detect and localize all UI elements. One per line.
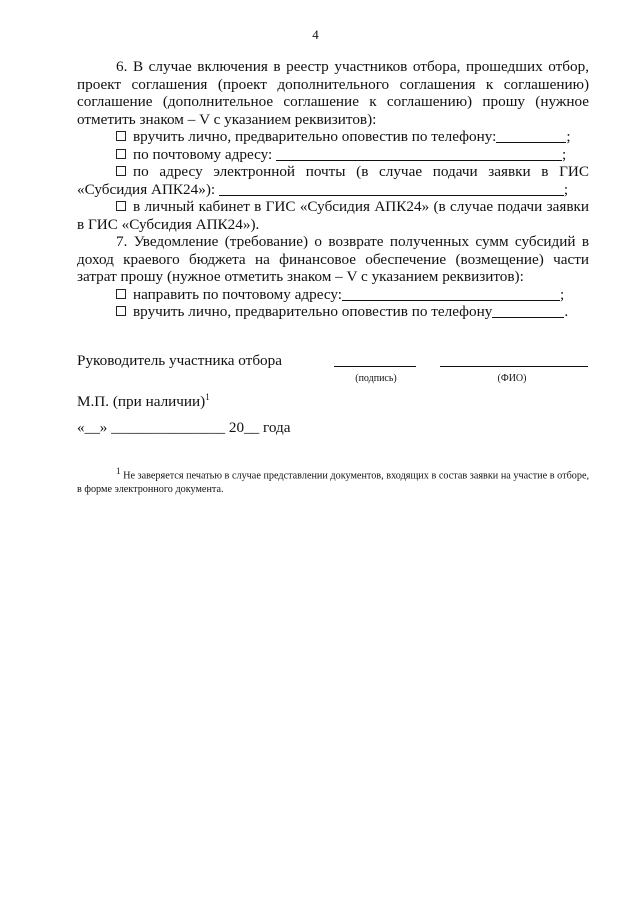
page-number: 4 — [312, 27, 319, 42]
fill-line[interactable] — [276, 147, 562, 161]
option-label: в личный кабинет в ГИС «Субсидия АПК24» (в случае подачи заявки в ГИС «Субсидия АПК24»). — [77, 198, 589, 233]
date-line — [77, 419, 291, 437]
option-label: направить по почтовому адресу: — [133, 285, 343, 303]
item7-option-personal — [77, 303, 589, 321]
option-label: вручить лично, предварительно оповестив по телефону — [133, 303, 493, 320]
item6-option-personal — [77, 128, 589, 146]
punctuation: ; — [563, 180, 569, 198]
footnote — [77, 464, 589, 497]
checkbox[interactable] — [116, 149, 126, 159]
fill-line[interactable] — [492, 304, 564, 318]
footnote-marker: 1 — [116, 466, 121, 476]
name-line[interactable] — [440, 366, 588, 367]
item6-option-post — [77, 146, 589, 164]
date-day[interactable]: «__» — [77, 419, 108, 436]
date-year[interactable]: 20__ года — [228, 419, 291, 436]
checkbox[interactable] — [116, 306, 126, 316]
signature-title: Руководитель участника отбора — [77, 352, 282, 369]
item6-intro: 6. В случае включения в реестр участников отбора, прошедших отбор, проект соглашения (проект дополнительного соглашения к соглашению) соглашение (дополнительное соглашение к соглашению) прошу (нужное отметить знаком – V с указанием реквизитов): — [77, 58, 589, 128]
fill-line[interactable] — [342, 287, 560, 301]
punctuation: ; — [566, 128, 571, 145]
name-caption: (ФИО) — [497, 373, 527, 384]
footnote-body — [77, 464, 589, 497]
option-label: вручить лично, предварительно оповестив по телефону: — [133, 128, 497, 145]
signature-caption: (подпись) — [355, 373, 397, 384]
option-label: по адресу электронной почты (в случае подачи заявки в ГИС «Субсидия АПК24»): — [77, 163, 589, 198]
fill-line[interactable] — [219, 182, 564, 196]
item7-option-post — [77, 286, 589, 304]
date-month[interactable]: _______________ — [111, 419, 226, 436]
fill-line[interactable] — [496, 129, 566, 143]
option-label: по почтовому адресу: — [133, 145, 273, 163]
item6-option-email — [77, 163, 589, 198]
checkbox[interactable] — [116, 201, 126, 211]
checkbox[interactable] — [116, 131, 126, 141]
signature-line[interactable] — [334, 366, 416, 367]
item7-intro: 7. Уведомление (требование) о возврате полученных сумм субсидий в доход краевого бюджета на финансовое обеспечение (возмещение) части затрат прошу (нужное отметить знаком – V с указанием реквизитов): — [77, 233, 589, 285]
footnote-ref: 1 — [205, 392, 210, 402]
checkbox[interactable] — [116, 166, 126, 176]
punctuation: ; — [562, 145, 567, 163]
punctuation: ; — [560, 285, 565, 303]
item6-option-cabinet — [77, 198, 589, 233]
document-body — [77, 58, 589, 321]
punctuation: . — [564, 303, 569, 320]
stamp-note — [77, 392, 210, 411]
footnote-text: Не заверяется печатью в случае представлении документов, входящих в состав заявки на участие в отборе, в форме электронного документа. — [77, 470, 590, 496]
checkbox[interactable] — [116, 289, 126, 299]
stamp-text: М.П. (при наличии) — [77, 393, 206, 411]
